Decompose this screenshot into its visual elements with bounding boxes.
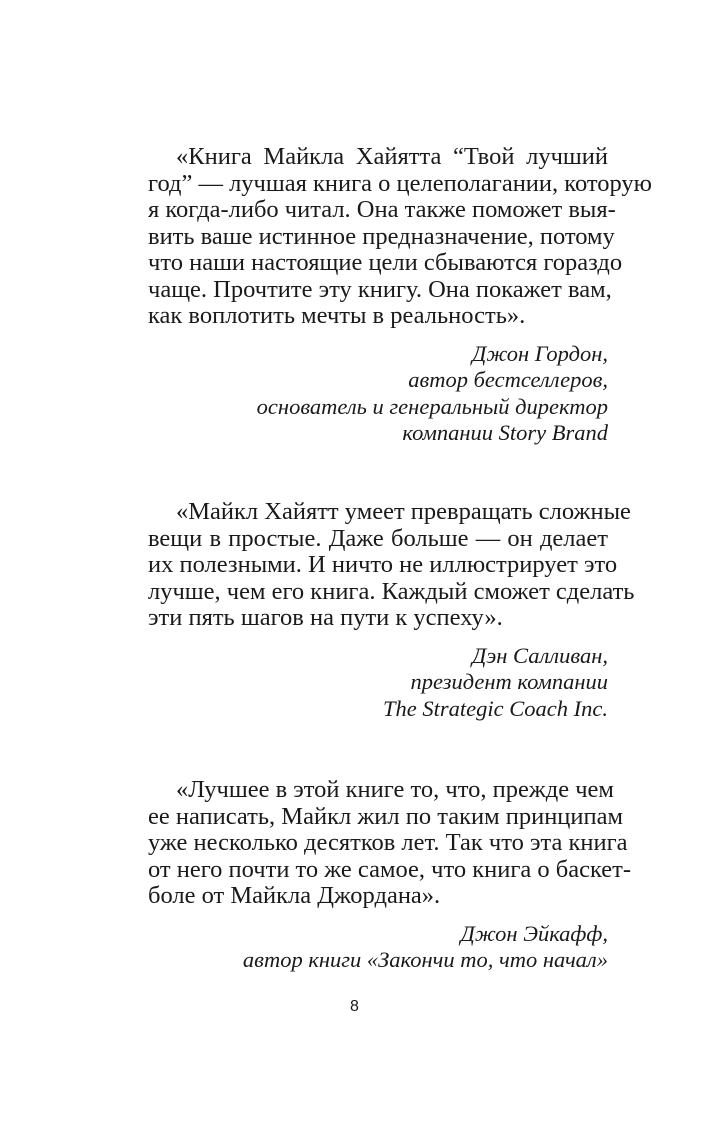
author-name: Джон Гордон, xyxy=(472,340,608,366)
quote-line: от него почти то же самое, что книга о баскет- xyxy=(148,855,632,883)
quote-line: вещи в простые. Даже больше — он делает xyxy=(148,524,608,552)
testimonial-3 xyxy=(148,776,632,974)
testimonial-attribution xyxy=(148,921,608,974)
author-title: The Strategic Coach Inc. xyxy=(383,695,608,721)
quote-line: их полезными. И ничто не иллюстрирует это xyxy=(148,551,618,578)
author-title: автор книги «Закончи то, что начал» xyxy=(242,947,608,972)
testimonial-1 xyxy=(148,143,652,447)
quote-line: «Лучшее в этой книге то, что, прежде чем xyxy=(176,776,614,803)
quote-line: я когда-либо читал. Она также поможет выя- xyxy=(148,196,616,223)
author-title: компании Story Brand xyxy=(402,420,608,445)
testimonial-2 xyxy=(148,498,635,722)
testimonial-attribution xyxy=(148,341,608,447)
page-number: 8 xyxy=(350,998,359,1015)
testimonial-quote xyxy=(148,776,632,910)
quote-line: лучше, чем его книга. Каждый сможет сделать xyxy=(148,577,635,605)
quote-line: ее написать, Майкл жил по таким принципам xyxy=(148,802,624,830)
quote-line: «Книга Майкла Хайятта “Твой лучший xyxy=(176,143,608,170)
author-title: автор бестселлеров, xyxy=(408,367,608,392)
quote-line: как воплотить мечты в реальность». xyxy=(148,302,526,329)
quote-line: вить ваше истинное предназначение, потому xyxy=(148,222,615,250)
quote-line: год” — лучшая книга о целеполагании, которую xyxy=(148,169,652,197)
quote-line: эти пять шагов на пути к успеху». xyxy=(148,604,503,631)
testimonial-quote xyxy=(148,143,652,330)
quote-line: что наши настоящие цели сбываются гораздо xyxy=(148,249,623,276)
author-title: президент компании xyxy=(410,669,608,694)
quote-line: «Майкл Хайятт умеет превращать сложные xyxy=(176,498,631,525)
quote-line: уже несколько десятков лет. Так что эта книга xyxy=(148,829,628,856)
quote-line: боле от Майкла Джордана». xyxy=(148,882,441,909)
testimonial-attribution xyxy=(148,643,608,723)
testimonial-quote xyxy=(148,498,635,632)
author-title: основатель и генеральный директор xyxy=(256,393,608,419)
quote-line: чаще. Прочтите эту книгу. Она покажет вам, xyxy=(148,275,612,303)
author-name: Дэн Салливан, xyxy=(472,642,608,668)
author-name: Джон Эйкафф, xyxy=(460,920,608,946)
